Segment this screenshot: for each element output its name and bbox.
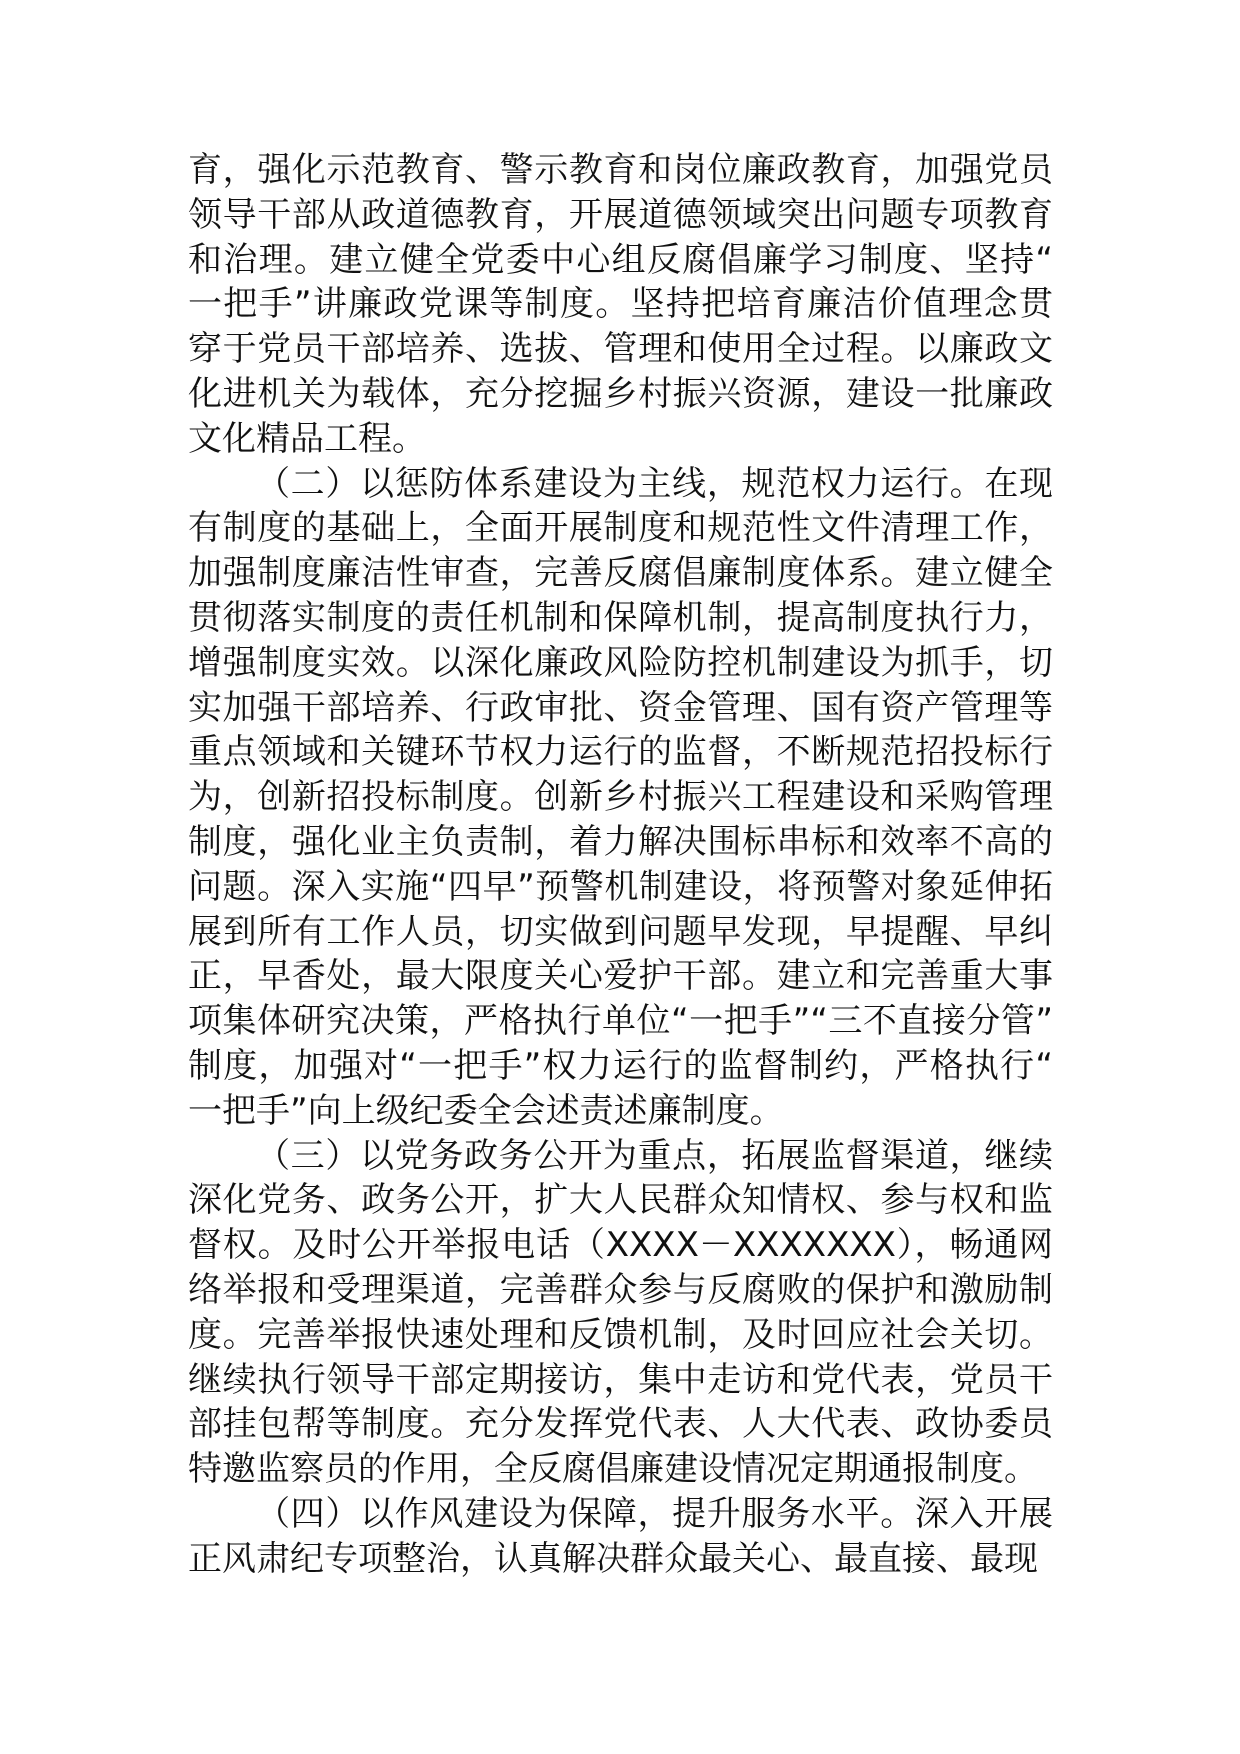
paragraph-section-three: （三）以党务政务公开为重点，拓展监督渠道，继续深化党务、政务公开，扩大人民群众知情权、参与权和监督权。及时公开举报电话（XXXX－XXXXXXX），畅通网络举报和受理渠道，完善群众参与反腐败的保护和激励制度。完善举报快速处理和反馈机制，及时回应社会关切。继续执行领导干部定期接访，集中走访和党代表，党员干部挂包帮等制度。充分发挥党代表、人大代表、政协委员特邀监察员的作用，全反腐倡廉建设情况定期通报制度。 bbox=[188, 1135, 1053, 1490]
paragraph-section-four: （四）以作风建设为保障，提升服务水平。深入开展正风肃纪专项整治，认真解决群众最关心、最直接、最现 bbox=[188, 1493, 1053, 1579]
paragraph-section-two: （二）以惩防体系建设为主线，规范权力运行。在现有制度的基础上，全面开展制度和规范性文件清理工作，加强制度廉洁性审查，完善反腐倡廉制度体系。建立健全贯彻落实制度的责任机制和保障机制，提高制度执行力，增强制度实效。以深化廉政风险防控机制建设为抓手，切实加强干部培养、行政审批、资金管理、国有资产管理等重点领域和关键环节权力运行的监督，不断规范招投标行为，创新招投标制度。创新乡村振兴工程建设和采购管理制度，强化业主负责制，着力解决围标串标和效率不高的问题。深入实施“四早”预警机制建设，将预警对象延伸拓展到所有工作人员，切实做到问题早发现，早提醒、早纠正，早香处，最大限度关心爱护干部。建立和完善重大事项集体研究决策，严格执行单位“一把手”“三不直接分管”制度，加强对“一把手”权力运行的监督制约，严格执行“一把手”向上级纪委全会述责述廉制度。 bbox=[188, 463, 1053, 1131]
paragraph-education-continued: 育，强化示范教育、警示教育和岗位廉政教育，加强党员领导干部从政道德教育，开展道德领域突出问题专项教育和治理。建立健全党委中心组反腐倡廉学习制度、坚持“一把手”讲廉政党课等制度。坚持把培育廉洁价值理念贯穿于党员干部培养、选拔、管理和使用全过程。以廉政文化进机关为载体，充分挖掘乡村振兴资源，建设一批廉政文化精品工程。 bbox=[188, 150, 1053, 459]
document-body bbox=[188, 148, 1053, 1582]
